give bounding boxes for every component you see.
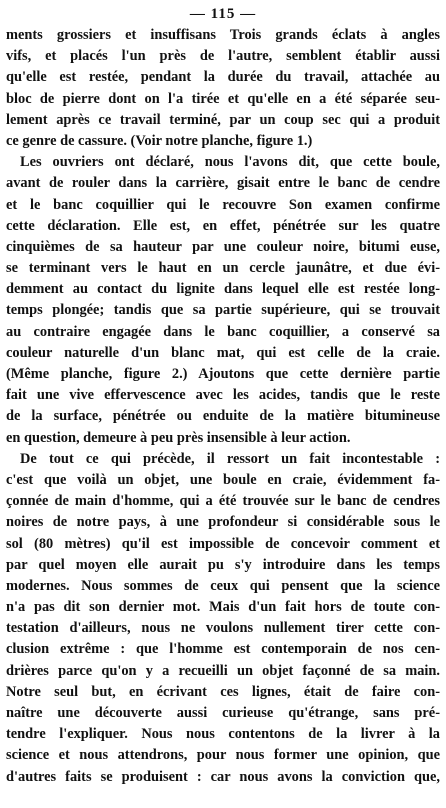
- text-line: çonnée de main d'homme, qui a été trouvée sur le banc de cendres: [6, 493, 440, 510]
- text-line: avant de rouler dans la carrière, gisait entre le banc de cendre: [6, 175, 440, 192]
- text-line: et le banc coquillier qui le recouvre Son examen confirme: [6, 196, 440, 213]
- text-line: couleur naturelle d'un blanc mat, qui est celle de la craie.: [6, 344, 440, 361]
- text-line: tendre l'expliquer. Nous nous contentons de la livrer à la: [6, 726, 440, 743]
- text-line: noires de notre pays, à une profondeur si considérable sous le: [6, 514, 440, 531]
- text-line: drières parce qu'on y a recueilli un objet façonné de sa main.: [6, 662, 440, 679]
- text-line: De tout ce qui précède, il ressort un fait incontestable :: [20, 450, 440, 467]
- text-line: au contraire engagée dans le banc coquillier, a conservé sa: [6, 323, 440, 340]
- text-line: sol (80 mètres) qu'il est impossible de concevoir comment et: [6, 535, 440, 552]
- text-line: ce genre de cassure. (Voir notre planche, figure 1.): [6, 132, 313, 149]
- text-line: vifs, et placés l'un près de l'autre, semblent établir aussi: [6, 48, 440, 65]
- text-line: modernes. Nous sommes de ceux qui pensent que la science: [6, 577, 440, 594]
- text-line: Les ouvriers ont déclaré, nous l'avons dit, que cette boule,: [20, 154, 440, 171]
- text-line: science et nous attendrons, pour nous former une opinion, que: [6, 747, 440, 764]
- text-line: de la surface, pénétrée ou enduite de la matière bitumineuse: [6, 408, 440, 425]
- page-number: — 115 —: [189, 6, 257, 22]
- text-line: c'est que voilà un objet, une boule en craie, évidemment fa-: [6, 471, 440, 488]
- body-text: [6, 25, 440, 788]
- text-line: d'autres faits se produisent : car nous avons la conviction que,: [6, 768, 440, 785]
- text-line: qu'elle est restée, pendant la durée du travail, attachée au: [6, 69, 440, 86]
- text-line: demment au contact du lignite dans lequel elle est restée long-: [6, 281, 440, 298]
- text-line: clusion extrême : que l'homme est contemporain de nos cen-: [6, 641, 440, 658]
- text-line: en question, demeure à peu près insensible à leur action.: [6, 429, 351, 446]
- text-line: temps plongée; tandis que sa partie supérieure, qui se trouvait: [6, 302, 440, 319]
- text-line: (Même planche, figure 2.) Ajoutons que cette dernière partie: [6, 366, 440, 382]
- text-line: bloc de pierre dont on l'a tirée et qu'elle en a été séparée seu-: [6, 90, 440, 107]
- text-line: par quel moyen elle aurait pu s'y introduire dans les temps: [6, 556, 440, 573]
- text-line: cette déclaration. Elle est, en effet, pénétrée sur les quatre: [6, 217, 440, 234]
- text-line: n'a pas dit son dernier mot. Mais d'un fait hors de toute con-: [6, 599, 440, 616]
- text-line: lement après ce travail terminé, par un coup sec qui a produit: [6, 111, 440, 128]
- text-line: testation d'ailleurs, nous ne voulons nullement tirer cette con-: [6, 620, 440, 637]
- text-line: Notre seul but, en écrivant ces lignes, était de faire con-: [6, 683, 440, 700]
- text-line: se terminant vers le haut en un cercle jaunâtre, et due évi-: [6, 260, 440, 277]
- text-line: naître une découverte aussi curieuse qu'étrange, sans pré-: [6, 705, 440, 721]
- text-line: fait une vive effervescence avec les acides, tandis que le reste: [6, 387, 440, 404]
- text-line: cinquièmes de sa hauteur par une couleur noire, bitumi euse,: [6, 238, 440, 255]
- text-line: ments grossiers et insuffisans Trois grands éclats à angles: [6, 27, 440, 43]
